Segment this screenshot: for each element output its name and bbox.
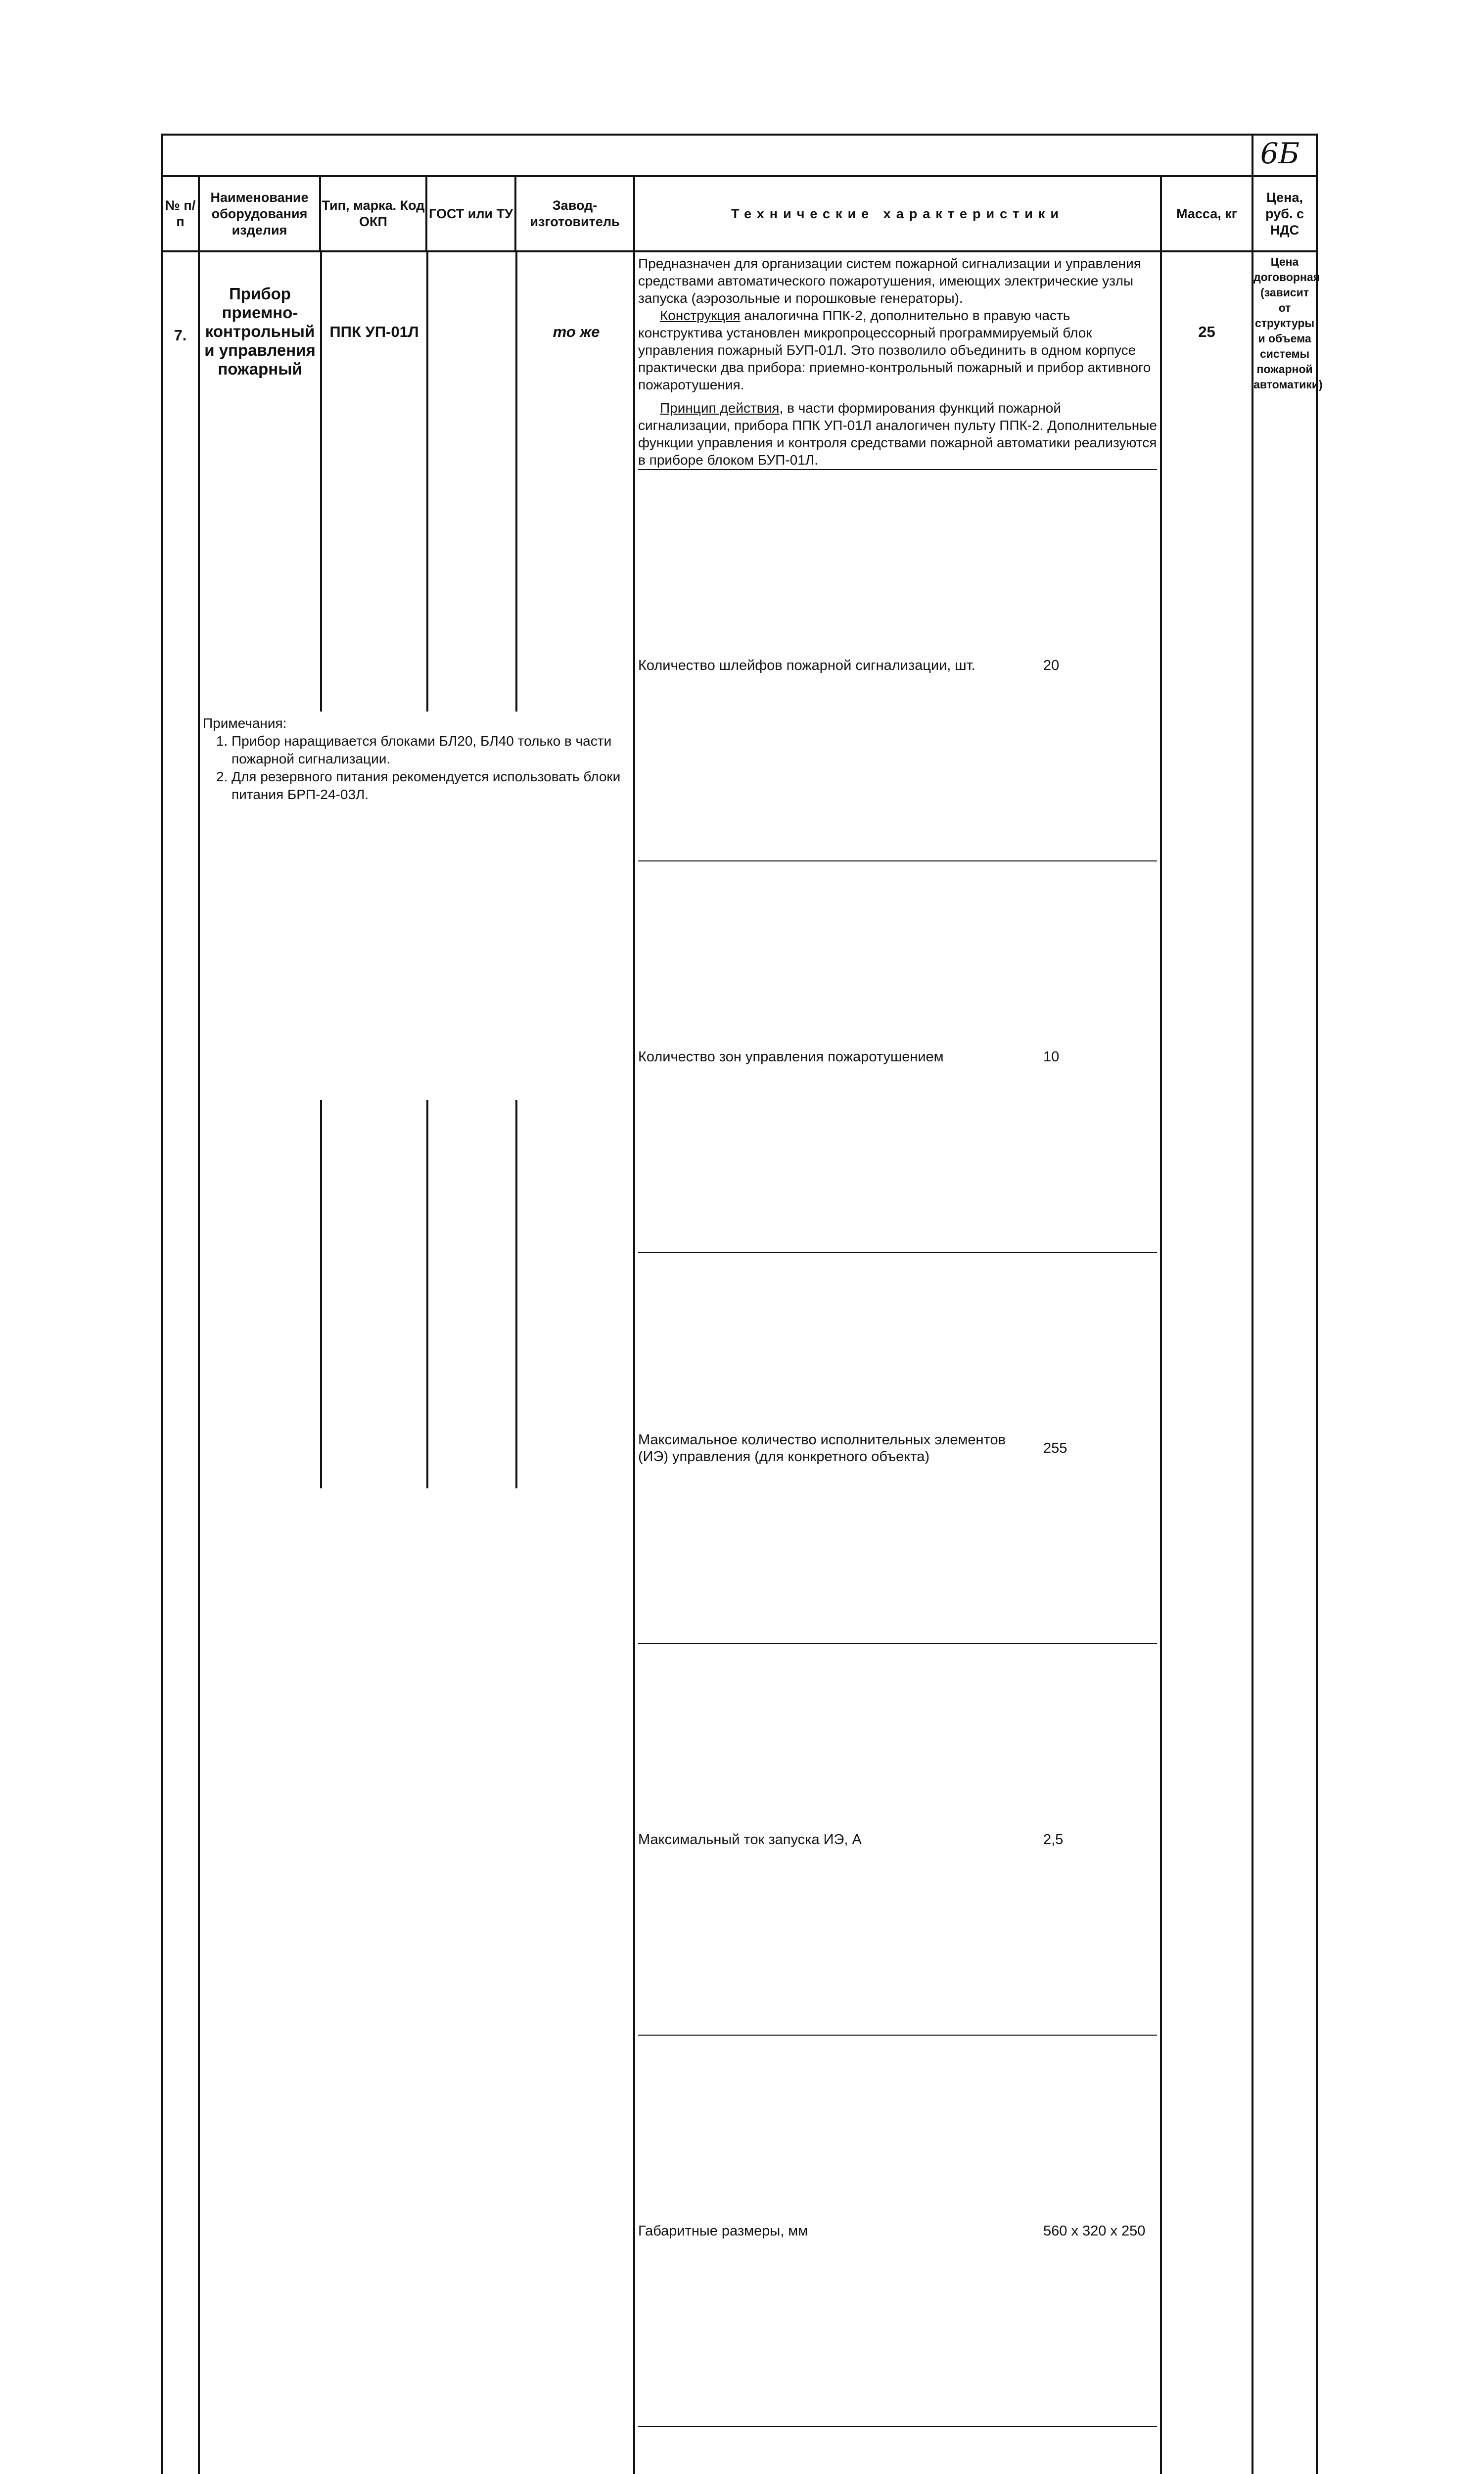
row7-name-tail: [200, 1100, 321, 1488]
param-label: Количество зон управления пожаротушением: [638, 861, 1036, 1252]
param-label: Максимальный ток запуска ИЭ, А: [638, 1644, 1036, 2035]
page-number-cell: [1252, 135, 1317, 176]
header-plant: Завод-изготовитель: [515, 176, 634, 251]
header-mass: Масса, кг: [1161, 176, 1252, 251]
notes-title: Примечания:: [203, 715, 287, 731]
row7-plant-tail: [516, 1100, 635, 1488]
row7-name: Прибор приемно-контрольный и управления пожарный: [200, 252, 321, 712]
row7-num: 7.: [162, 251, 199, 2474]
row7-principle-label: Принцип действия: [660, 400, 780, 416]
param-row: [638, 470, 1157, 861]
param-value: [1036, 2426, 1157, 2474]
param-label: [638, 2426, 1036, 2474]
param-label: Количество шлейфов пожарной сигнализации, шт.: [638, 470, 1036, 861]
header-type: Тип, марка. Код ОКП: [320, 176, 426, 251]
header-name: Наименование оборудования изделия: [199, 176, 320, 251]
param-row: [638, 2426, 1157, 2474]
row7-gost: [427, 252, 516, 712]
note-item-1: 1. Прибор наращивается блоками БЛ20, БЛ40 только в части пожарной сигнализации.: [232, 732, 632, 768]
param-label: Максимальное количество исполнительных элементов (ИЭ) управления (для конкретного объекта): [638, 1252, 1036, 1644]
row7-left-block: [199, 251, 634, 2474]
row7-tech: [634, 251, 1161, 2474]
table-header-row: [162, 176, 1317, 251]
row7-price: Цена договорная (зависит от структуры и объема системы пожарной автоматики): [1252, 251, 1317, 2474]
param-value: 2,5: [1036, 1644, 1157, 2035]
row7-principle-text: , в части формирования функций пожарной сигнализации, прибора ППК УП-01Л аналогичен пульту ППК-2. Дополнительные функции управления и контроля средствами пожарной автоматики реализуются в приборе блоком БУП-01Л.: [638, 400, 1157, 468]
row7-gost-tail: [427, 1100, 516, 1488]
param-row: [638, 1252, 1157, 1644]
header-tech: Технические характеристики: [634, 176, 1161, 251]
top-blank-cell: [162, 135, 1252, 176]
header-num: № п/п: [162, 176, 199, 251]
row7-params: [638, 469, 1157, 2474]
table-row-7: [162, 251, 1317, 2474]
param-row: [638, 2035, 1157, 2426]
row7-construct-label: Конструкция: [660, 308, 741, 323]
param-value: 560 х 320 х 250: [1036, 2035, 1157, 2426]
param-label: Габаритные размеры, мм: [638, 2035, 1036, 2426]
page-number: 6Б: [1260, 137, 1300, 170]
param-row: [638, 1644, 1157, 2035]
param-row: [638, 861, 1157, 1252]
header-price: Цена, руб. с НДС: [1252, 176, 1317, 251]
header-gost: ГОСТ или ТУ: [426, 176, 515, 251]
row7-plant: то же: [553, 323, 600, 340]
param-value: 20: [1036, 470, 1157, 861]
row7-type: ППК УП-01Л: [321, 252, 427, 712]
row7-notes: [200, 712, 635, 1100]
note-item-2: 2. Для резервного питания рекомендуется использовать блоки питания БРП-24-03Л.: [232, 768, 632, 804]
row7-mass: 25: [1161, 251, 1252, 2474]
row7-construct-text: аналогична ППК-2, дополнительно в правую часть конструктива установлен микропроцессорный программируемый блок управления пожарный БУП-01Л. Это позволило объединить в одном корпусе практически два прибора: приемно-контрольный пожарный и прибор активного пожаротушения.: [638, 308, 1151, 392]
row7-desc: Предназначен для организации систем пожарной сигнализации и управления средствами автоматического пожаротушения, имеющих электрические узлы запуска (аэрозольные и порошковые генераторы).: [638, 256, 1141, 306]
row7-type-tail: [321, 1100, 427, 1488]
equipment-table: [161, 134, 1323, 2474]
param-value: 10: [1036, 861, 1157, 1252]
param-value: 255: [1036, 1252, 1157, 1644]
